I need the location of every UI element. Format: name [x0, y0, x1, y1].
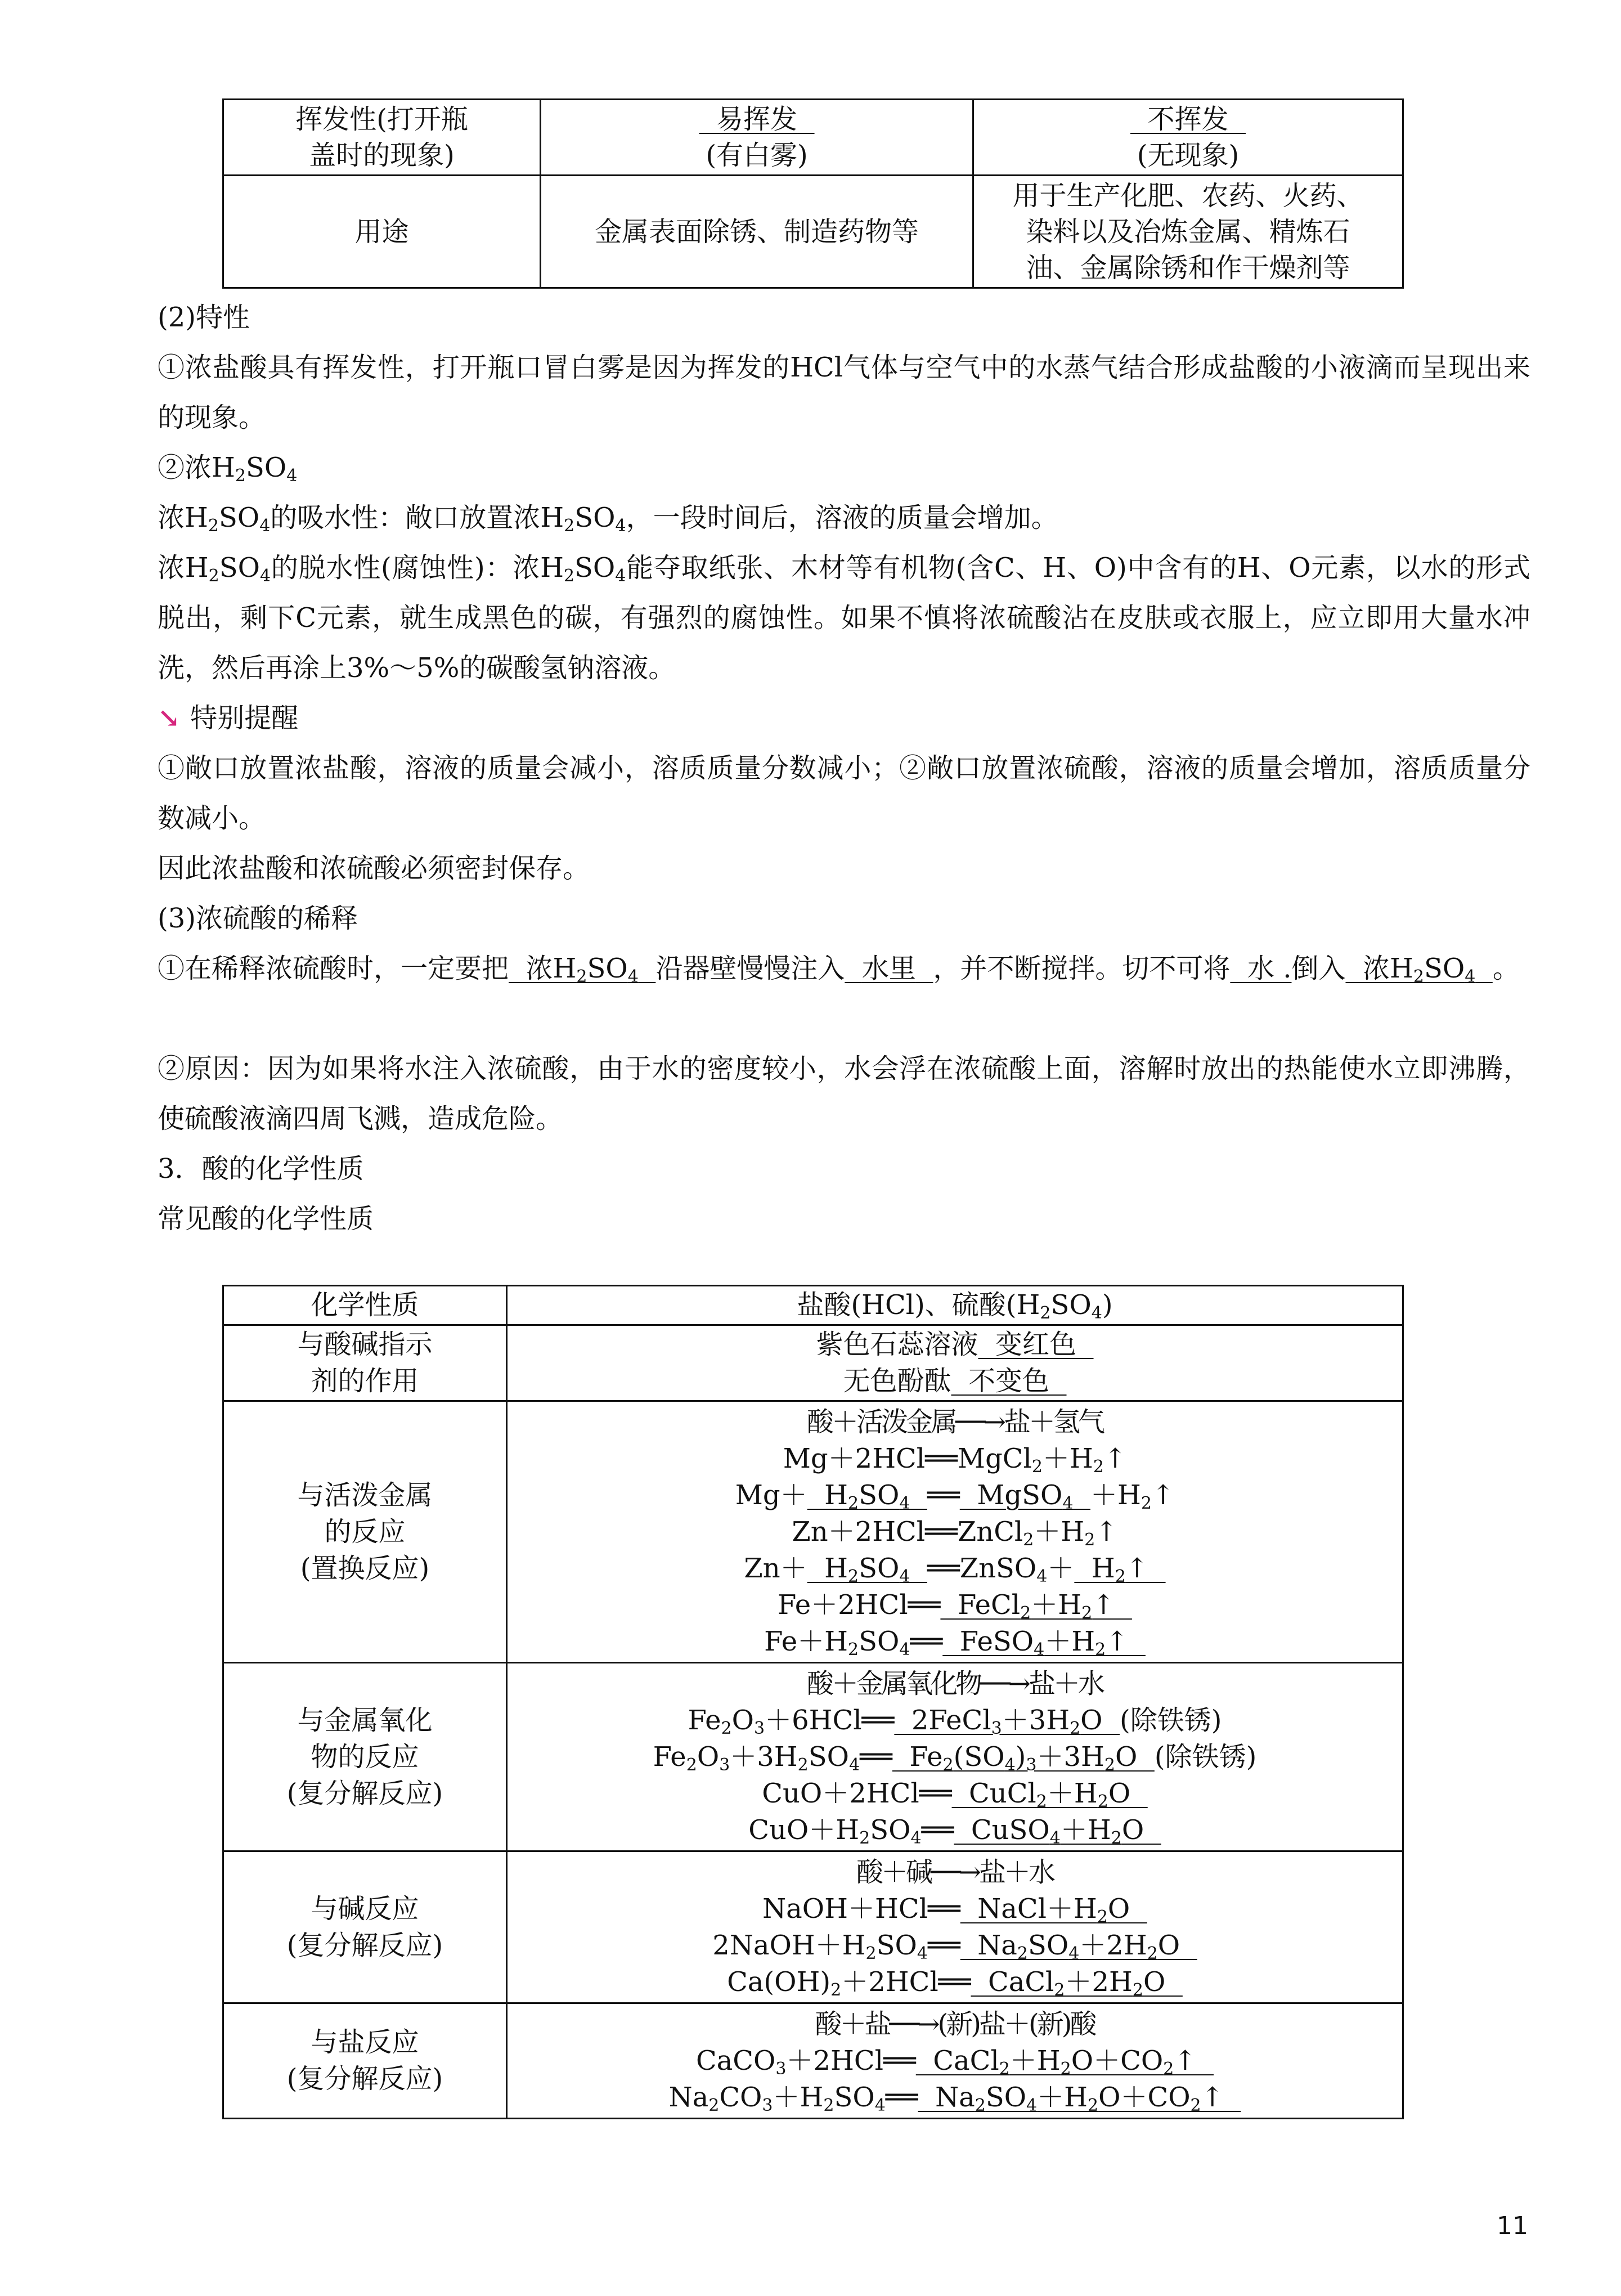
table-cell: 酸＋碱──→盐＋水 NaOH＋HCl══ $NaCl+H_2O$ $2NaOH+H_2SO_4══$ $Na_2SO_4+2H_2O$ $Ca(OH)_2+2HCl══$ $CaCl_2+2H_2O$: [506, 1851, 1403, 2003]
table-cell: 用途: [223, 176, 541, 288]
table-cell: 与金属氧化 物的反应 (复分解反应): [223, 1663, 507, 1851]
page-number: 11: [1497, 2212, 1528, 2240]
table-cell: 与盐反应 (复分解反应): [223, 2003, 507, 2119]
table-row: [223, 2003, 1403, 2119]
table-cell: 挥发性(打开瓶 盖时的现象): [223, 100, 541, 176]
paragraph: ①在稀释浓硫酸时，一定要把 浓$H_2SO_4$ 沿器壁慢慢注入 水里 ，并不断搅拌。切不可将 水 .倒入 浓$H_2SO_4$ 。: [158, 953, 1520, 986]
paragraph: 浓$H_2SO_4$的吸水性：敞口放置浓$H_2SO_4$，一段时间后，溶液的质量会增加。: [158, 502, 1058, 536]
paragraph: ①敞口放置浓盐酸，溶液的质量会减小，溶质质量分数减小；②敞口放置浓硫酸，溶液的质量会增加，溶质质量分数减小。: [158, 752, 1530, 834]
paragraph: 浓$H_2SO_4$的脱水性(腐蚀性)：浓$H_2SO_4$能夺取纸张、木材等有机物(含C、H、O)中含有的H、O元素，以水的形式脱出，剩下C元素，就生成黑色的碳，有强烈的腐蚀性。如果不慎将浓硫酸沾在皮肤或衣服上，应立即用大量水冲洗，然后再涂上3%～5%的碳酸氢钠溶液。: [158, 552, 1530, 684]
table-cell: 易挥发 (有白雾): [541, 100, 973, 176]
paragraph: ②原因：因为如果将水注入浓硫酸，由于水的密度较小，水会浮在浓硫酸上面，溶解时放出的热能使水立即沸腾，使硫酸液滴四周飞溅，造成危险。: [158, 1053, 1530, 1134]
table-cell: 与酸碱指示 剂的作用: [223, 1325, 507, 1401]
table-cell: 紫色石蕊溶液 变红色 无色酚酞 不变色: [506, 1325, 1403, 1401]
answer-blank: 易挥发: [716, 104, 798, 135]
answer-blank: 水里: [861, 953, 916, 984]
table-row: [223, 1401, 1403, 1663]
paragraph: 常见酸的化学性质: [158, 1203, 374, 1235]
table-cell: 酸＋盐──→(新)盐＋(新)酸 CaCO$_3$＋2HCl══ $CaCl_2+H_2O+CO_2↑$ $Na_2CO_3+H_2SO_4══$ $Na_2SO_4+H_2O+CO_2↑$: [506, 2003, 1403, 2119]
tip-heading: ↘ 特别提醒: [158, 702, 299, 734]
section-heading: 3．酸的化学性质: [158, 1153, 364, 1185]
section-heading: (2)特性: [158, 302, 250, 333]
table-cell: 酸＋金属氧化物──→盐＋水 $Fe_2O_3+6HCl══$ $2FeCl_3+3H_2O$ (除铁锈) $Fe_2O_3+3H_2SO_4══$ $Fe_2(SO_4)_3+3H_2O$ (除铁锈) CuO＋2HCl══ $CuCl_2+H_2O$ $CuO+H_2SO_4══$ $CuSO_4+H_2O$: [506, 1663, 1403, 1851]
paragraph: ②浓$H_2SO_4$: [158, 452, 298, 486]
table-header-cell: 盐酸(HCl)、硫酸$(H_2SO_4)$: [506, 1286, 1403, 1325]
paragraph: ①浓盐酸具有挥发性，打开瓶口冒白雾是因为挥发的HCl气体与空气中的水蒸气结合形成盐酸的小液滴而呈现出来的现象。: [158, 352, 1530, 433]
table-header-row: [223, 1286, 1403, 1325]
table-header-cell: 化学性质: [223, 1286, 507, 1325]
table-cell: 金属表面除锈、制造药物等: [541, 176, 973, 288]
table-cell: 用于生产化肥、农药、火药、 染料以及冶炼金属、精炼石 油、金属除锈和作干燥剂等: [973, 176, 1403, 288]
answer-blank: 浓$H_2SO_4$: [1345, 953, 1476, 986]
paragraph: 因此浓盐酸和浓硫酸必须密封保存。: [158, 853, 590, 884]
table-cell: 与碱反应 (复分解反应): [223, 1851, 507, 2003]
table-cell: 与活泼金属 的反应 (置换反应): [223, 1401, 507, 1663]
section-heading: (3)浓硫酸的稀释: [158, 903, 358, 934]
table-row: [223, 1851, 1403, 2003]
answer-blank: 水 .: [1247, 953, 1292, 984]
answer-blank: 浓$H_2SO_4$: [509, 953, 639, 986]
table-row: [223, 1663, 1403, 1851]
answer-blank: 不挥发: [1147, 104, 1229, 135]
table-cell: 不挥发 (无现象): [973, 100, 1403, 176]
table-row: [223, 1325, 1403, 1401]
answer-blank: 变红色: [995, 1329, 1076, 1360]
acid-property-table-top: [222, 98, 1404, 289]
pink-arrow-icon: ↘: [158, 702, 181, 734]
answer-blank: 不变色: [968, 1365, 1049, 1397]
acid-chemical-properties-table: [222, 1285, 1404, 2119]
table-cell: 酸＋活泼金属──→盐＋氢气 $Mg+2HCl══MgCl_2+H_2↑$ $Mg+ H_2SO_4$ ══ MgSO$_4$ $+H_2↑$ $Zn+2HCl══ZnCl_2+H_2↑$ $Zn+ H_2SO_4$ ══ZnSO$_4$＋ $H_2↑$ Fe＋2HCl══ $FeCl_2+H_2↑$ $Fe+H_2SO_4══$ $FeSO_4+H_2↑$: [506, 1401, 1403, 1663]
table-row: [223, 100, 1403, 176]
table-row: [223, 176, 1403, 288]
